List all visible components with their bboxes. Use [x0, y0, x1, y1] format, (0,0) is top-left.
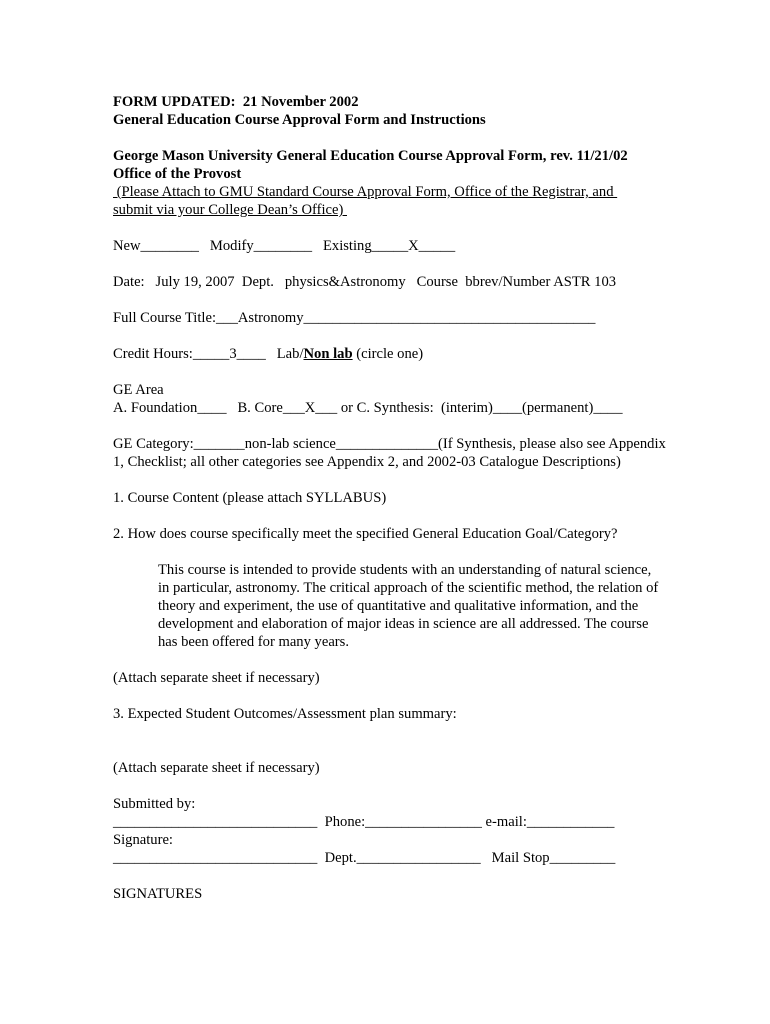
credit-hours-field: [113, 345, 673, 363]
attach-note-2: (Attach separate sheet if necessary): [113, 760, 320, 776]
signatures-heading: SIGNATURES: [113, 886, 203, 902]
form-title-heading: General Education Course Approval Form and Instructions: [113, 112, 486, 128]
credit-hours-text: Credit Hours:_____3____ Lab/: [113, 346, 304, 362]
attach-instruction-line-1: (Please Attach to GMU Standard Course Approval Form, Office of the Registrar, and: [113, 184, 618, 200]
course-title-field: Full Course Title:___Astronomy________________________________________: [113, 310, 596, 326]
circle-one-note: (circle one): [352, 346, 424, 362]
question-1: 1. Course Content (please attach SYLLABUS): [113, 490, 387, 506]
date-dept-course-field: Date: July 19, 2007 Dept. physics&Astronomy Course bbrev/Number ASTR 103: [113, 274, 617, 290]
ge-category-field: GE Category:_______non-lab science______________(If Synthesis, please also see Appendix 1, Checklist; all other categories see Appendix 2, and 2002-03 Catalogue Descriptions): [113, 436, 666, 470]
office-heading: Office of the Provost: [113, 166, 242, 182]
question-2-answer: This course is intended to provide students with an understanding of natural science, in particular, astronomy. The critical approach of the scientific method, the relation of theory and experiment, the use of quantitative and qualitative information, and the development and elaboration of major ideas in science are all addressed. The course has been offered for many years.: [158, 562, 659, 650]
form-updated-heading: FORM UPDATED: 21 November 2002: [113, 94, 359, 110]
nonlab-selection: Non lab: [303, 346, 353, 362]
submitted-by-label: Submitted by:: [113, 796, 196, 812]
ge-area-label: GE Area: [113, 382, 164, 398]
question-2: 2. How does course specifically meet the specified General Education Goal/Category?: [113, 526, 618, 542]
attach-instruction-line-2: submit via your College Dean’s Office): [113, 202, 347, 218]
attach-note-1: (Attach separate sheet if necessary): [113, 670, 320, 686]
submitted-contact-line: ____________________________ Phone:________________ e-mail:____________: [113, 814, 615, 830]
signature-label: Signature:: [113, 832, 173, 848]
question-3: 3. Expected Student Outcomes/Assessment plan summary:: [113, 706, 457, 722]
ge-area-field: A. Foundation____ B. Core___X___ or C. Synthesis: (interim)____(permanent)____: [113, 400, 623, 416]
course-status-field: New________ Modify________ Existing_____X_____: [113, 238, 456, 254]
signature-line: ____________________________ Dept._________________ Mail Stop_________: [113, 850, 616, 866]
gmu-form-title: George Mason University General Education Course Approval Form, rev. 11/21/02: [113, 148, 628, 164]
form-document: [113, 93, 673, 903]
